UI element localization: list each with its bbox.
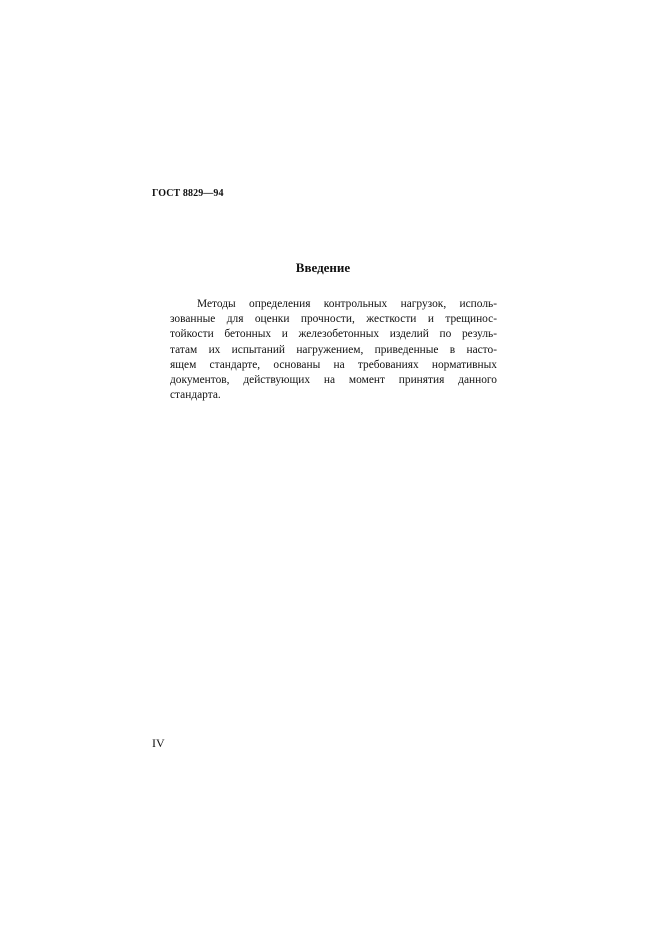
document-code: ГОСТ 8829—94 (152, 188, 224, 199)
paragraph-line: стандарта. (170, 389, 221, 402)
paragraph-line: тойкости бетонных и железобетонных изделий по резуль- (170, 328, 497, 341)
paragraph-line: документов, действующих на момент принятия данного (170, 374, 497, 387)
section-title: Введение (295, 260, 351, 275)
page-number: IV (152, 736, 165, 750)
paragraph-line: зованные для оценки прочности, жесткости и трещинос- (170, 313, 497, 326)
paragraph-line: ящем стандарте, основаны на требованиях нормативных (170, 358, 497, 371)
paragraph-line: татам их испытаний нагружением, приведенные в насто- (170, 343, 497, 356)
introduction-paragraph (170, 297, 497, 403)
paragraph-line: Методы определения контрольных нагрузок, исполь- (197, 298, 497, 310)
